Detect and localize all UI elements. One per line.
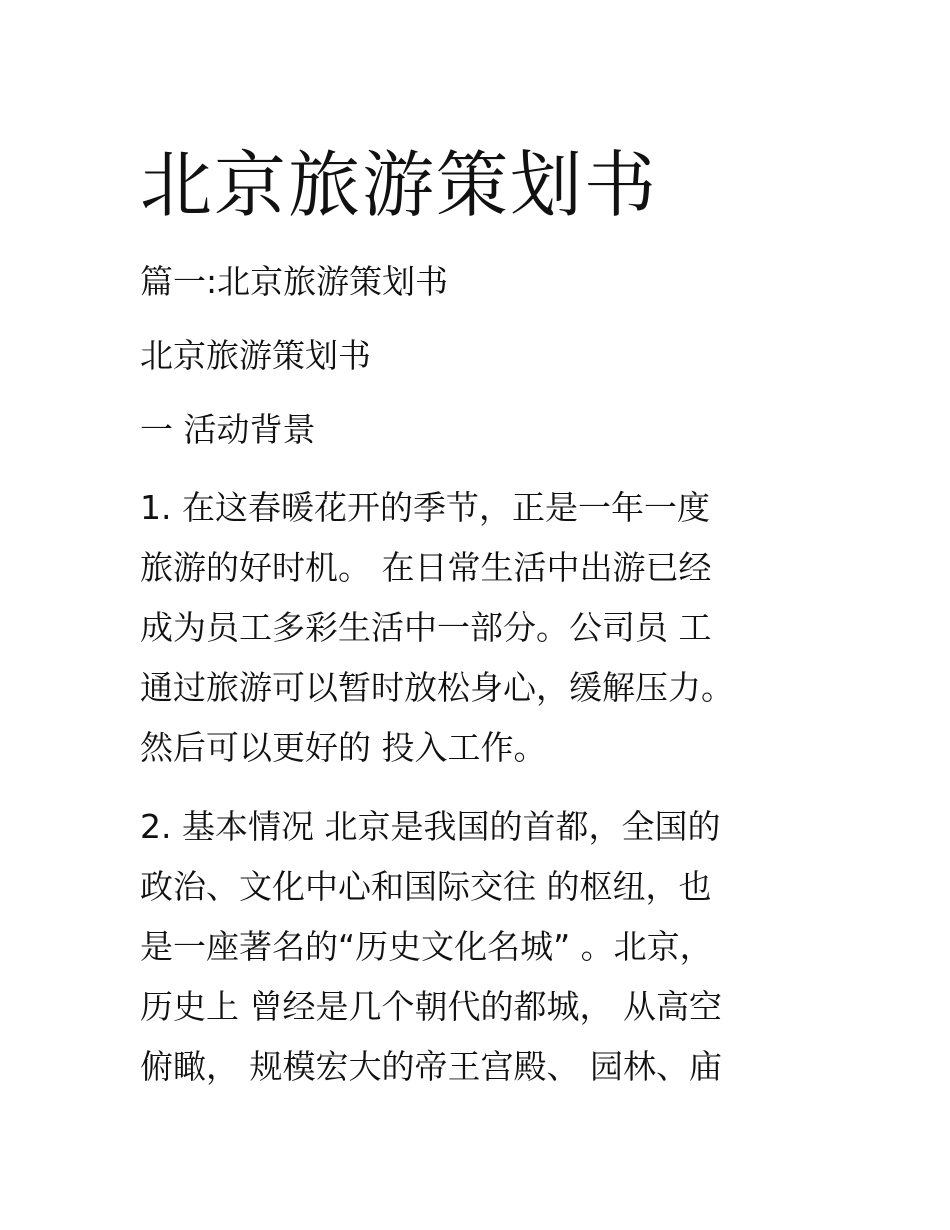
paragraph-line: 是一座著名的“历史文化名城” 。北京， xyxy=(140,927,713,966)
paragraph-basic-info xyxy=(140,797,722,1097)
paragraph-background xyxy=(140,478,734,778)
document-subtitle: 北京旅游策划书 xyxy=(140,336,371,375)
paragraph-line: 政治、文化中心和国际交往 的枢纽，也 xyxy=(140,867,712,906)
document-title: 北京旅游策划书 xyxy=(140,143,659,227)
paragraph-line: 1. 在这春暖花开的季节，正是一年一度 xyxy=(140,488,710,527)
paragraph-line: 通过旅游可以暂时放松身心，缓解压力。 xyxy=(140,668,734,707)
paragraph-line: 然后可以更好的 投入工作。 xyxy=(140,728,547,767)
paragraph-line: 成为员工多彩生活中一部分。公司员 工 xyxy=(140,608,712,647)
section-heading: 一 活动背景 xyxy=(140,410,316,449)
paragraph-line: 俯瞰， 规模宏大的帝王宫殿、 园林、庙 xyxy=(140,1047,722,1086)
paragraph-line: 历史上 曾经是几个朝代的都城， 从高空 xyxy=(140,987,722,1026)
chapter-heading: 篇一:北京旅游策划书 xyxy=(140,262,449,301)
paragraph-line: 2. 基本情况 北京是我国的首都，全国的 xyxy=(140,807,721,846)
paragraph-line: 旅游的好时机。 在日常生活中出游已经 xyxy=(140,548,712,587)
